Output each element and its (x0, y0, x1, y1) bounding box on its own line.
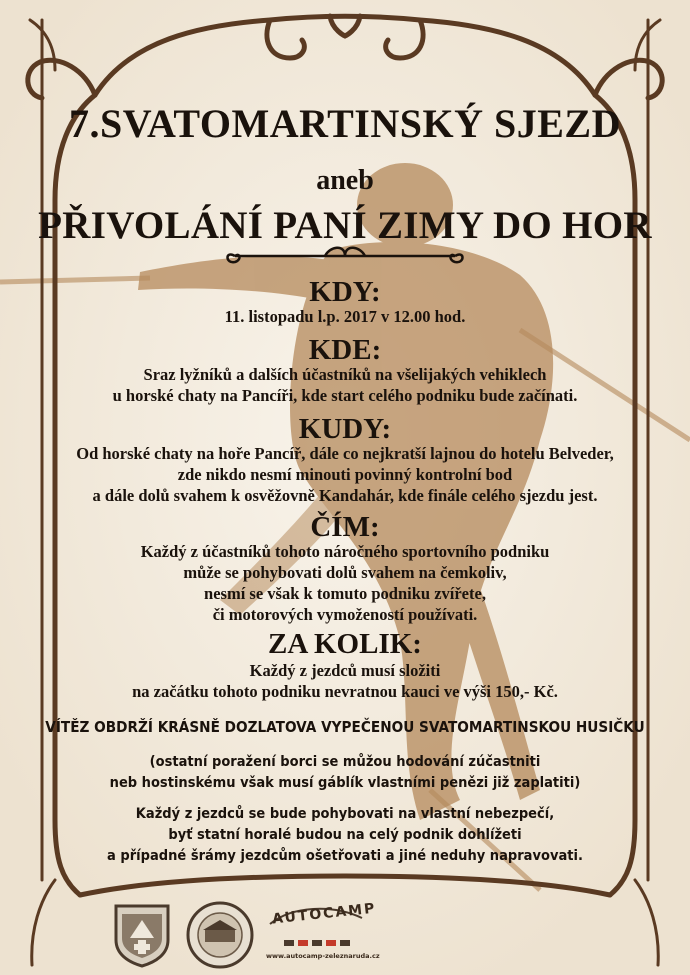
winner-prize: VÍTĚZ OBDRŽÍ KRÁSNĚ DOZLATOVA VYPEČENOU SVATOMARTINSKOU HUSIČKU (45, 718, 645, 736)
poster-title-conjunction: aneb (316, 165, 374, 196)
section-text-vehicle (0, 541, 690, 625)
section-heading-when: KDY: (309, 276, 381, 308)
text-line: u horské chaty na Pancíři, kde start celého podniku bude začínati. (112, 386, 578, 405)
round-sponsor-seal-logo (185, 900, 255, 970)
risk-note (35, 804, 656, 867)
text-line: na začátku tohoto podniku nevratnou kauci ve výši 150,- Kč. (132, 682, 558, 701)
poster-title: 7.SVATOMARTINSKÝ SJEZD (69, 101, 621, 146)
autocamp-url: www.autocamp-zeleznaruda.cz (266, 952, 380, 960)
text-line: zde nikdo nesmí minouti povinný kontrolní bod (177, 465, 513, 484)
text-line: Každý z účastníků tohoto náročného sportovního podniku (140, 542, 550, 561)
text-line: Od horské chaty na hoře Pancíř, dále co nejkratší lajnou do hotelu Belveder, (76, 444, 614, 463)
text-line: Sraz lyžníků a dalších účastníků na všelijakých vehiklech (143, 365, 547, 384)
text-line: Každý z jezdců musí složiti (249, 661, 441, 680)
section-text-when (0, 306, 690, 327)
autocamp-name: AUTOCAMP (271, 900, 378, 928)
text-line: či motorových vymožeností používati. (212, 605, 478, 624)
section-heading-where: KDE: (308, 334, 382, 366)
sponsor-logos (0, 896, 690, 971)
text-line: (ostatní poražení borci se můžou hodování zúčastniti (149, 754, 541, 770)
text-line: byť statní horalé budou na celý podnik dohlížeti (168, 827, 522, 843)
text-line: a případné šrámy jezdcům ošetřovati a jiné neduhy napravovati. (107, 848, 583, 864)
mountain-rescue-shield-logo (112, 902, 172, 968)
text-line: nesmí se však k tomuto podniku zvířete, (204, 584, 486, 603)
poster-subtitle: PŘIVOLÁNÍ PANÍ ZIMY DO HOR (38, 204, 652, 247)
section-text-price (0, 660, 690, 702)
section-heading-price: ZA KOLIK: (268, 628, 422, 660)
text-line: neb hostinskému však musí gáblík vlastními penězi již zaplatiti) (109, 775, 581, 791)
text-line: Každý z jezdců se bude pohybovati na vlastní nebezpečí, (135, 806, 555, 822)
text-line: 11. listopadu l.p. 2017 v 12.00 hod. (224, 307, 466, 326)
section-text-where (0, 364, 690, 406)
section-heading-route: KUDY: (298, 413, 392, 445)
section-text-route (0, 443, 690, 506)
losers-note (35, 752, 656, 794)
text-line: a dále dolů svahem k osvěžovně Kandahár, kde finále celého sjezdu jest. (92, 486, 598, 505)
text-line: může se pohybovati dolů svahem na čemkoliv, (183, 563, 507, 582)
section-heading-vehicle: ČÍM: (310, 511, 380, 543)
